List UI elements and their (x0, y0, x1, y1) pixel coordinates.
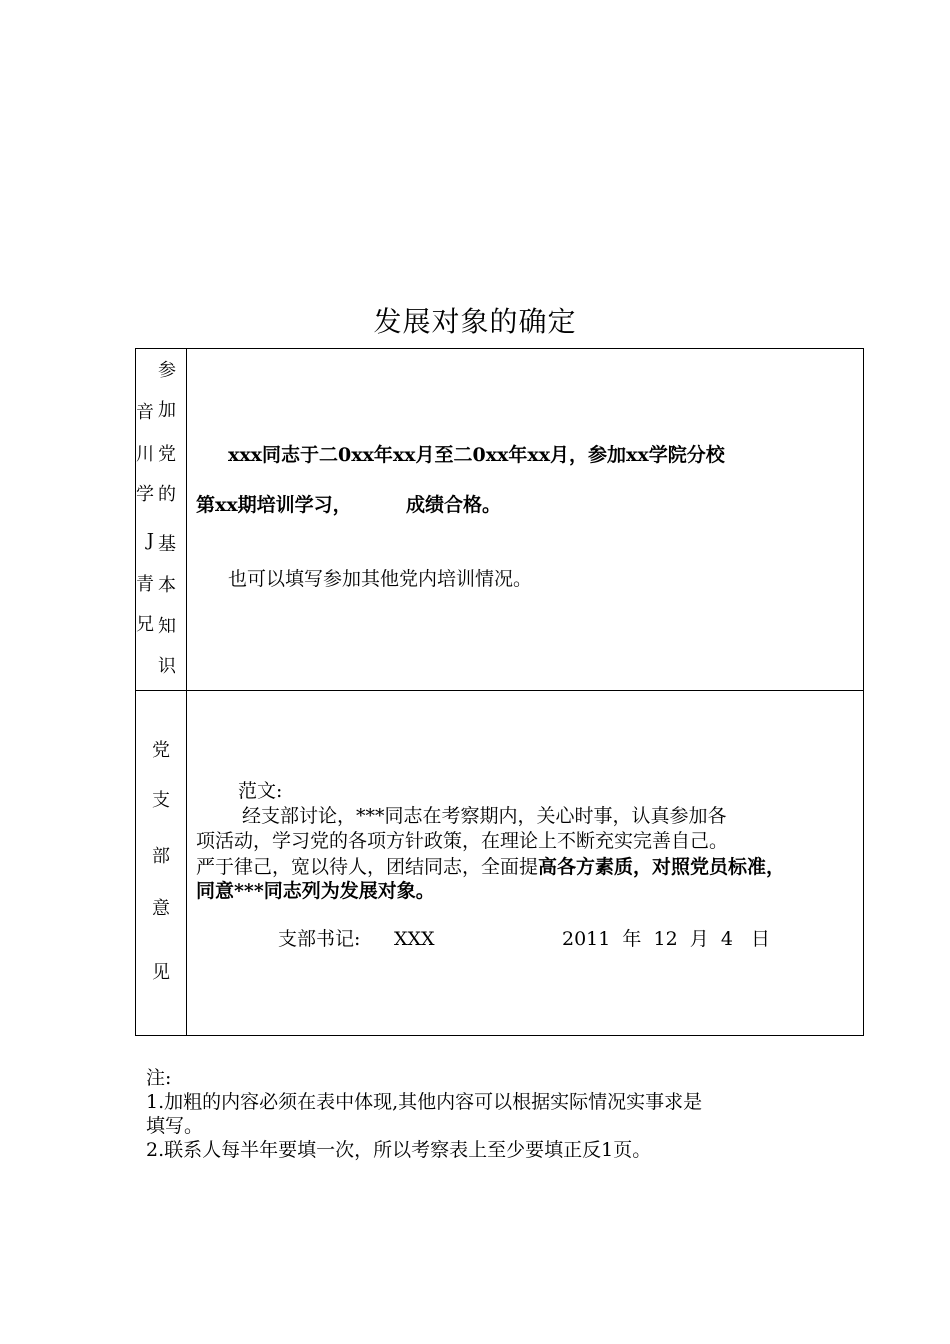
section1-label-clipped-char: 青 (136, 574, 154, 595)
training-statement-line1: xxx同志于二0xx年xx月至二0xx年xx月，参加xx学院分校 (228, 444, 725, 466)
section1-label-clipped-char: 音 (136, 402, 154, 423)
section2-label-char: 支 (152, 790, 170, 811)
section1-label-char: 识 (158, 656, 176, 677)
note-line2: 填写。 (146, 1115, 204, 1137)
section1-label-char: 的 (158, 484, 176, 505)
development-target-form-table (135, 348, 864, 1036)
section1-label-char: 知 (158, 616, 176, 637)
section1-label-clipped-char: J (146, 530, 154, 551)
training-statement-line2: 第xx期培训学习， (196, 494, 352, 516)
row-divider (136, 690, 863, 691)
section1-label-clipped-char: 川 (136, 444, 154, 465)
section1-label-char: 党 (158, 444, 176, 465)
note-line1: 1.加粗的内容必须在表中体现,其他内容可以根据实际情况实事求是 (146, 1091, 703, 1113)
section2-label-char: 见 (152, 962, 170, 983)
page-title: 发展对象的确定 (373, 305, 577, 338)
sample-heading: 范文: (238, 780, 283, 802)
section1-label-char: 参 (158, 360, 176, 381)
signature-date: 2011 年 12 月 4 日 (562, 928, 771, 950)
note-line3: 2.联系人每半年要填一次，所以考察表上至少要填正反1页。 (146, 1139, 652, 1161)
section1-label-char: 加 (158, 400, 176, 421)
section2-label-char: 部 (152, 846, 170, 867)
section1-label-clipped-char: 兄 (136, 614, 154, 635)
signature-name: XXX (394, 928, 435, 950)
section2-label-char: 意 (152, 898, 170, 919)
opinion-conclusion: 同意***同志列为发展对象。 (196, 880, 435, 902)
other-training-note: 也可以填写参加其他党内培训情况。 (228, 568, 533, 590)
opinion-line3-text: 严于律己，宽以待人，团结同志，全面提 (196, 856, 539, 878)
opinion-line3-bold-text: 高各方素质，对照党员标准， (538, 856, 786, 878)
column-divider (186, 349, 187, 1035)
training-result: 成绩合格。 (406, 494, 502, 516)
opinion-line2: 项活动，学习党的各项方针政策，在理论上不断充实完善自己。 (196, 830, 729, 852)
notes-heading: 注: (146, 1067, 172, 1089)
section1-label-char: 基 (158, 534, 176, 555)
section1-label-clipped-char: 学 (136, 484, 154, 505)
signature-label: 支部书记: (278, 928, 361, 950)
section2-label-char: 党 (152, 740, 170, 761)
opinion-line3 (196, 855, 785, 879)
section1-label-char: 本 (158, 575, 176, 596)
opinion-line1: 经支部讨论，***同志在考察期内，关心时事，认真参加各 (242, 805, 727, 827)
